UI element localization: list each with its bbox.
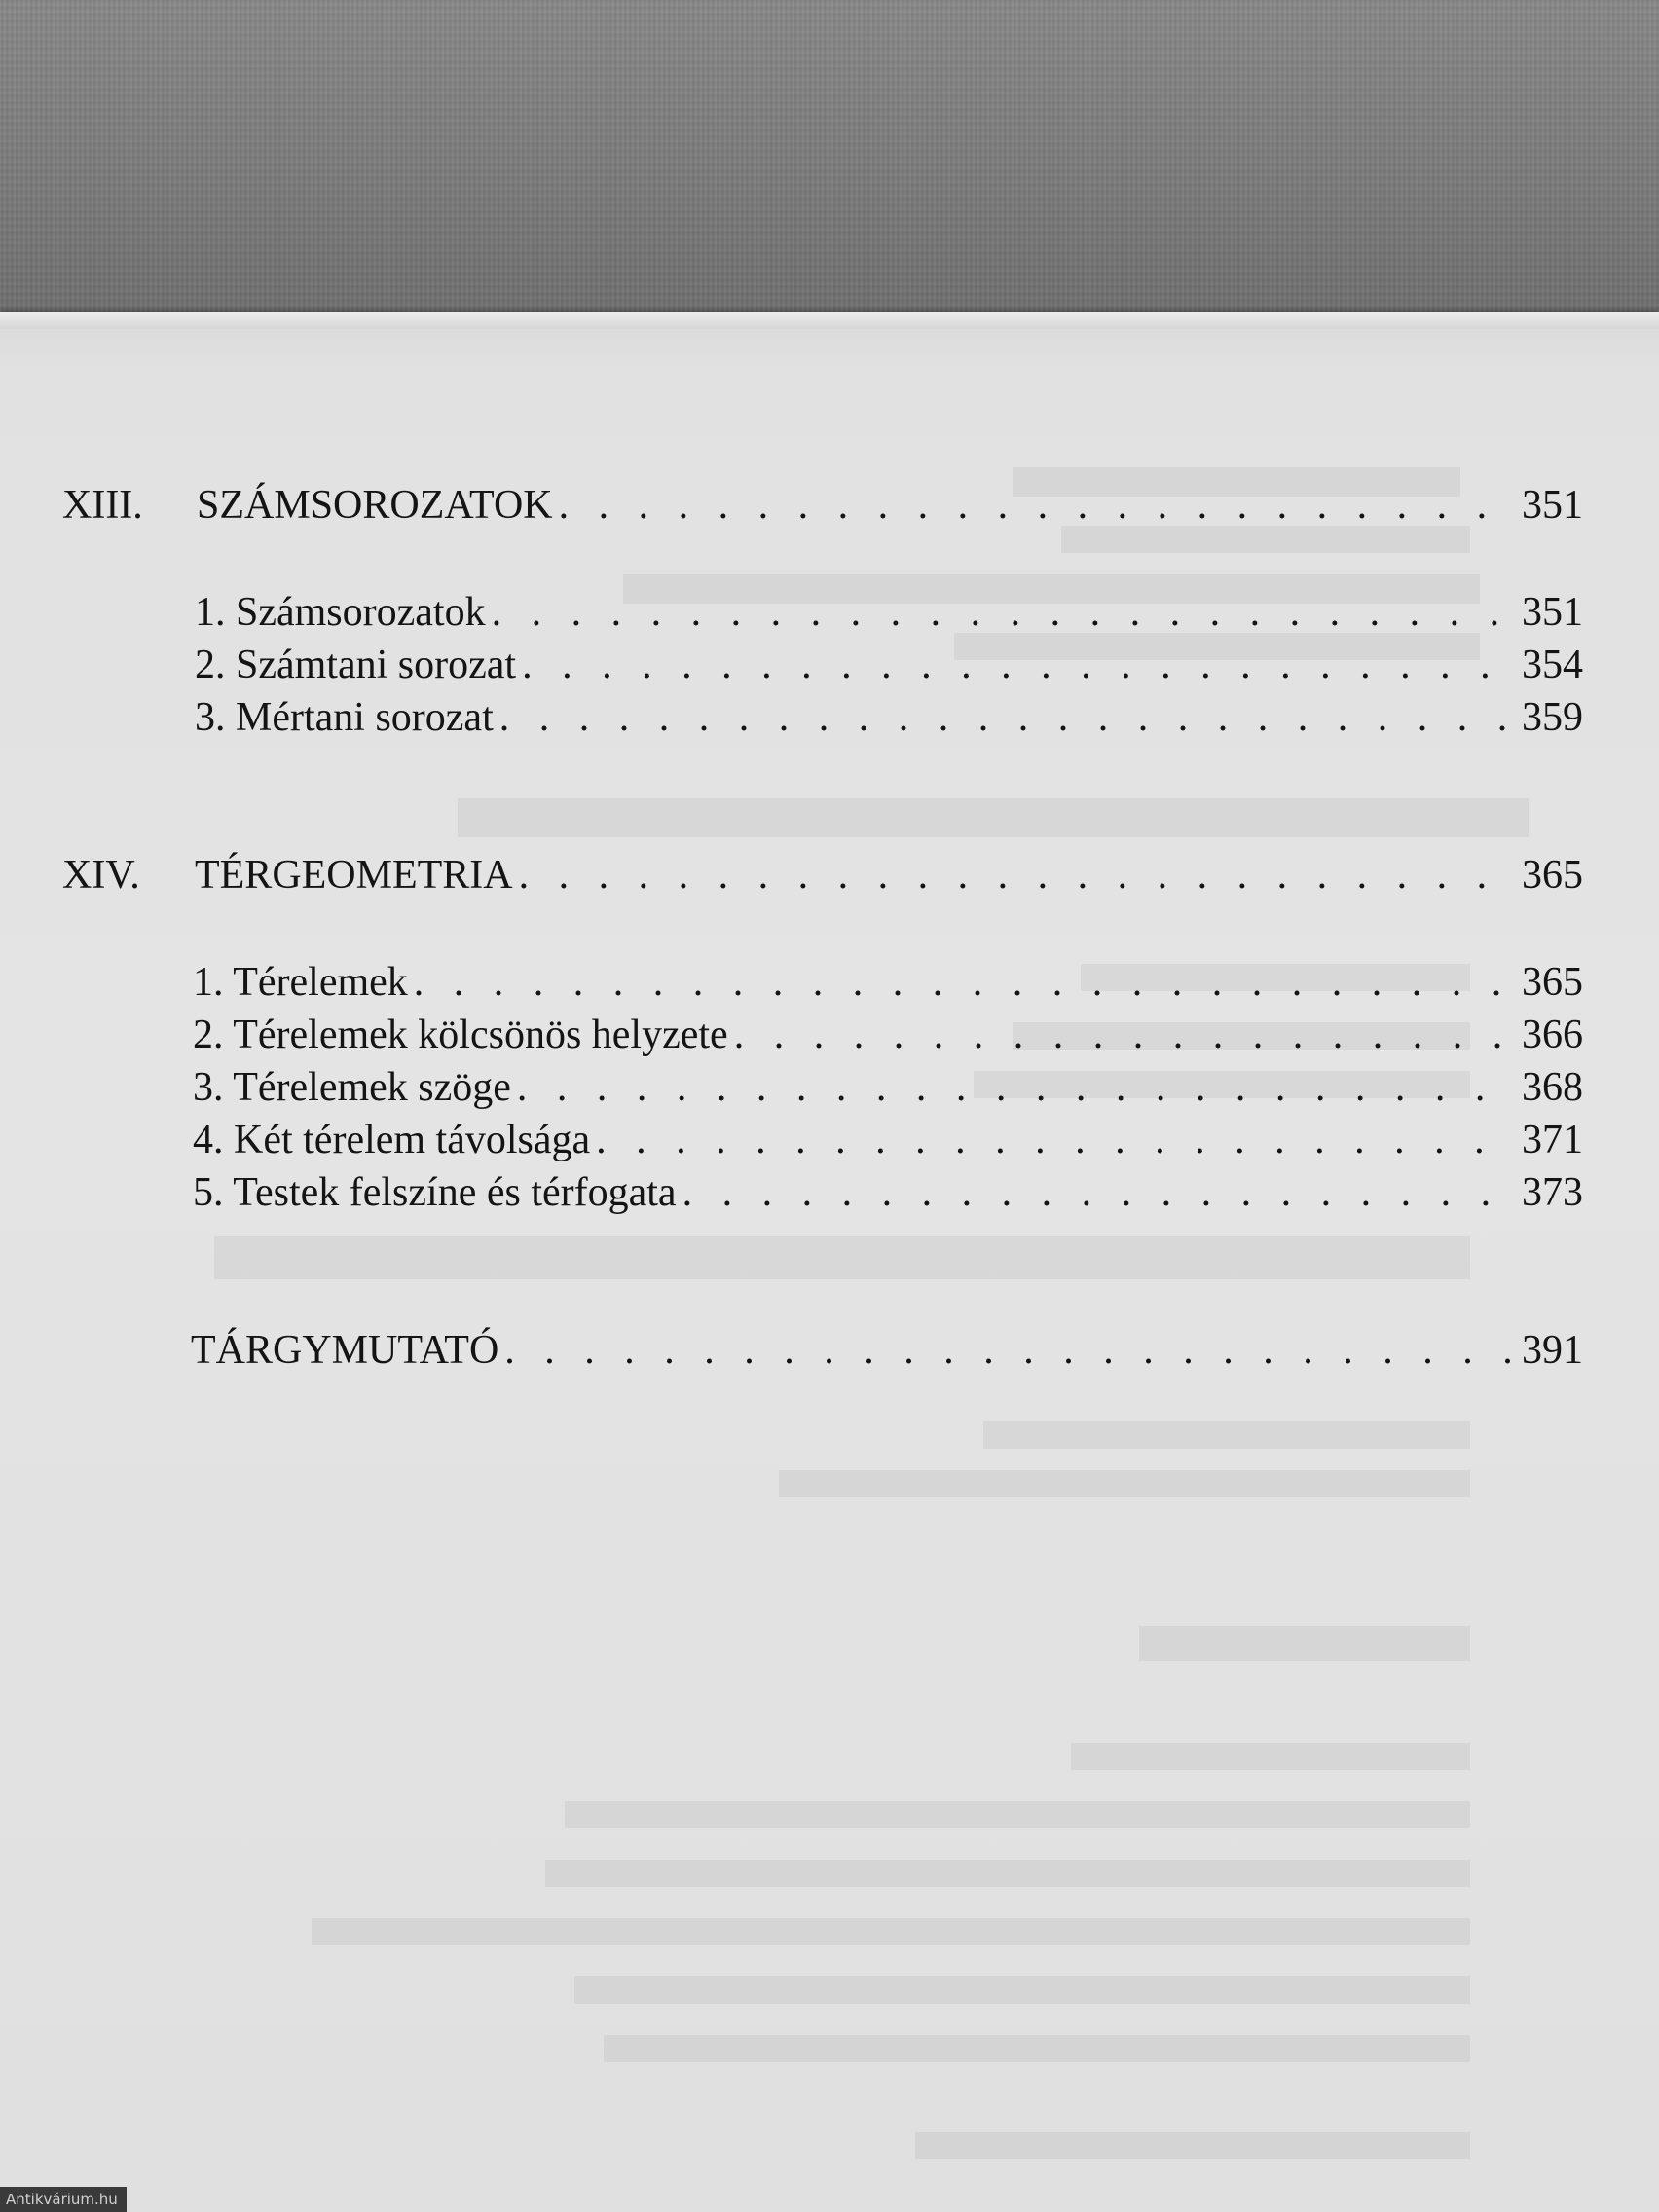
toc-item-row bbox=[195, 639, 1583, 691]
dot-leader bbox=[414, 956, 1516, 1009]
toc-item-row bbox=[193, 956, 1583, 1009]
toc-item-row bbox=[193, 1061, 1583, 1114]
chapter-title: TÉRGEOMETRIA bbox=[195, 853, 513, 898]
toc-index-row bbox=[191, 1324, 1583, 1377]
page-number: 351 bbox=[1522, 483, 1583, 528]
dot-leader bbox=[522, 639, 1516, 691]
dot-leader bbox=[519, 849, 1516, 902]
toc-item-row bbox=[193, 1009, 1583, 1061]
chapter-number: XIV. bbox=[62, 853, 140, 898]
item-title: 2. Számtani sorozat bbox=[195, 643, 517, 687]
item-title: 5. Testek felszíne és térfogata bbox=[193, 1170, 677, 1215]
item-title: 1. Számsorozatok bbox=[195, 590, 486, 635]
page-number: 391 bbox=[1522, 1328, 1583, 1373]
dot-leader bbox=[559, 479, 1516, 532]
chapter-title: SZÁMSOROZATOK bbox=[197, 483, 553, 528]
page-number: 359 bbox=[1522, 695, 1583, 740]
dot-leader bbox=[734, 1009, 1516, 1061]
item-title: 3. Mértani sorozat bbox=[195, 695, 494, 740]
dot-leader bbox=[682, 1166, 1516, 1219]
toc-chapter-row bbox=[62, 479, 1583, 532]
page-number: 371 bbox=[1522, 1118, 1583, 1162]
watermark-label: Antikvárium.hu bbox=[0, 2187, 127, 2212]
dot-leader bbox=[504, 1324, 1516, 1377]
page-number: 365 bbox=[1522, 853, 1583, 898]
chapter-number: XIII. bbox=[62, 483, 143, 528]
dot-leader bbox=[596, 1114, 1516, 1166]
toc-chapter-row bbox=[62, 849, 1583, 902]
dot-leader bbox=[492, 586, 1516, 639]
toc-item-row bbox=[193, 1166, 1583, 1219]
page-number: 373 bbox=[1522, 1170, 1583, 1215]
item-title: 3. Térelemek szöge bbox=[193, 1065, 511, 1110]
dot-leader bbox=[517, 1061, 1516, 1114]
page-number: 365 bbox=[1522, 960, 1583, 1005]
toc-item-row bbox=[193, 1114, 1583, 1166]
item-title: 4. Két térelem távolsága bbox=[193, 1118, 591, 1162]
dot-leader bbox=[499, 691, 1516, 744]
item-title: 2. Térelemek kölcsönös helyzete bbox=[193, 1013, 728, 1057]
page-number: 354 bbox=[1522, 643, 1583, 687]
item-title: 1. Térelemek bbox=[193, 960, 408, 1005]
page-number: 366 bbox=[1522, 1013, 1583, 1057]
page-number: 368 bbox=[1522, 1065, 1583, 1110]
toc-item-row bbox=[195, 691, 1583, 744]
toc-item-row bbox=[195, 586, 1583, 639]
page-number: 351 bbox=[1522, 590, 1583, 635]
index-title: TÁRGYMUTATÓ bbox=[191, 1328, 499, 1373]
